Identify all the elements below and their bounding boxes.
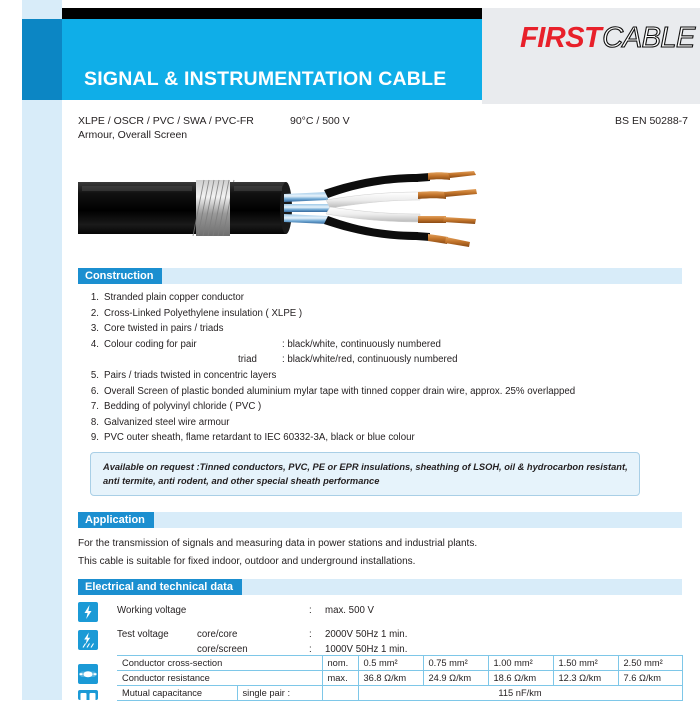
section-tab-electrical: Electrical and technical data bbox=[78, 579, 242, 595]
table-row bbox=[117, 671, 682, 686]
cell-value: 18.6 Ω/km bbox=[488, 671, 553, 686]
list-item-number: 8. bbox=[90, 416, 99, 428]
cell-value: 24.9 Ω/km bbox=[423, 671, 488, 686]
electrical-data-table bbox=[117, 655, 683, 701]
cell-merged-value: 115 nF/km bbox=[358, 686, 682, 701]
row-label-capacitance: Mutual capacitance bbox=[117, 686, 237, 701]
list-item-text: Overall Screen of plastic bonded aluminium mylar tape with tinned copper drain wire, approx. 25% overlapped bbox=[104, 385, 576, 397]
row-unit: nom. bbox=[322, 656, 358, 671]
list-item-text: PVC outer sheath, flame retardant to IEC 60332-3A, black or blue colour bbox=[104, 432, 415, 444]
row-sublabel: core/screen bbox=[197, 644, 248, 655]
materials-line-2: Armour, Overall Screen bbox=[78, 129, 188, 141]
section-tab-application: Application bbox=[78, 512, 154, 528]
list-item-number: 2. bbox=[90, 307, 99, 319]
list-item-text: Galvanized steel wire armour bbox=[104, 416, 230, 428]
section-tab-construction: Construction bbox=[78, 268, 162, 284]
cell-value: 36.8 Ω/km bbox=[358, 671, 423, 686]
list-item-text: Cross-Linked Polyethylene insulation ( XLPE ) bbox=[104, 307, 303, 319]
application-line-2: This cable is suitable for fixed indoor, outdoor and underground installations. bbox=[78, 556, 416, 567]
top-black-bar bbox=[62, 8, 482, 19]
icon-column bbox=[78, 0, 100, 700]
row-unit: max. bbox=[322, 671, 358, 686]
standard-spec: BS EN 50288-7 bbox=[615, 115, 688, 127]
rating-spec: 90°C / 500 V bbox=[290, 115, 350, 127]
row-label: Test voltage bbox=[117, 629, 169, 640]
list-item-text: Pairs / triads twisted in concentric layers bbox=[104, 369, 277, 381]
row-colon: : bbox=[309, 605, 312, 616]
cell-value: 12.3 Ω/km bbox=[553, 671, 618, 686]
triad-label: triad bbox=[238, 354, 257, 366]
list-item-number: 7. bbox=[90, 401, 99, 413]
banner-accent-block bbox=[22, 19, 62, 100]
list-item-pair-coding: : black/white, continuously numbered bbox=[282, 338, 441, 350]
list-item-triad bbox=[86, 352, 686, 368]
title-banner bbox=[62, 19, 482, 100]
capacitance-icon bbox=[78, 690, 98, 700]
list-item bbox=[86, 337, 686, 353]
section-header-electrical bbox=[78, 579, 682, 595]
list-item-number: 3. bbox=[90, 323, 99, 335]
cell-value: 0.5 mm² bbox=[358, 656, 423, 671]
list-item-number: 5. bbox=[90, 369, 99, 381]
logo-first-text: FIRST bbox=[520, 22, 602, 54]
list-item-number: 4. bbox=[90, 338, 99, 350]
double-lightning-icon bbox=[78, 630, 98, 650]
list-item-text: Colour coding for pair bbox=[104, 338, 197, 350]
list-item-text: Stranded plain copper conductor bbox=[104, 292, 245, 303]
cell-value: 0.75 mm² bbox=[423, 656, 488, 671]
list-item bbox=[86, 290, 686, 306]
materials-line-1: XLPE / OSCR / PVC / SWA / PVC-FR bbox=[78, 115, 254, 127]
row-sublabel-single-pair: single pair : bbox=[237, 686, 322, 701]
section-header-construction bbox=[78, 268, 682, 284]
materials-spec bbox=[78, 114, 288, 142]
cell-value: 1.50 mm² bbox=[553, 656, 618, 671]
list-item-text: Core twisted in pairs / triads bbox=[104, 323, 224, 335]
row-label-resistance: Conductor resistance bbox=[117, 671, 322, 686]
list-item bbox=[86, 368, 686, 384]
note-line-2: anti termite, anti rodent, and other special sheath performance bbox=[103, 475, 380, 486]
row-colon: : bbox=[309, 629, 312, 640]
row-value: max. 500 V bbox=[325, 605, 375, 616]
list-item bbox=[86, 415, 686, 431]
row-value: 1000V 50Hz 1 min. bbox=[325, 644, 408, 655]
row-colon: : bbox=[309, 644, 312, 655]
cable-cross-section-icon bbox=[78, 664, 98, 684]
product-photo bbox=[78, 160, 498, 255]
table-row bbox=[117, 656, 682, 671]
row-label: Working voltage bbox=[117, 605, 187, 616]
list-item-number: 6. bbox=[90, 385, 99, 397]
row-value: 2000V 50Hz 1 min. bbox=[325, 629, 408, 640]
construction-list bbox=[86, 290, 686, 446]
cell-value: 7.6 Ω/km bbox=[618, 671, 682, 686]
list-item bbox=[86, 306, 686, 322]
list-item-text: Bedding of polyvinyl chloride ( PVC ) bbox=[104, 401, 262, 413]
list-item bbox=[86, 430, 686, 446]
brand-logo bbox=[520, 22, 695, 56]
list-item-number: 1. bbox=[90, 292, 99, 303]
list-item bbox=[86, 384, 686, 400]
list-item bbox=[86, 321, 686, 337]
section-header-application bbox=[78, 512, 682, 528]
table-row bbox=[117, 686, 682, 701]
list-item-number: 9. bbox=[90, 432, 99, 444]
logo-cable-text: CABLE bbox=[602, 22, 695, 54]
row-unit bbox=[322, 686, 358, 701]
left-accent-stripe bbox=[22, 0, 62, 700]
cell-value: 2.50 mm² bbox=[618, 656, 682, 671]
application-line-1: For the transmission of signals and measuring data in power stations and industrial plants. bbox=[78, 538, 478, 549]
row-sublabel: core/core bbox=[197, 629, 238, 640]
available-on-request-box bbox=[90, 452, 640, 496]
note-line-1: Available on request :Tinned conductors, PVC, PE or EPR insulations, sheathing of LSOH, oil & hydrocarbon resistant, bbox=[103, 462, 628, 472]
lightning-bolt-icon bbox=[78, 602, 98, 622]
row-label-cross-section: Conductor cross-section bbox=[117, 656, 322, 671]
cell-value: 1.00 mm² bbox=[488, 656, 553, 671]
page-title: SIGNAL & INSTRUMENTATION CABLE bbox=[84, 68, 447, 90]
list-item bbox=[86, 399, 686, 415]
triad-value: : black/white/red, continuously numbered bbox=[282, 354, 458, 366]
